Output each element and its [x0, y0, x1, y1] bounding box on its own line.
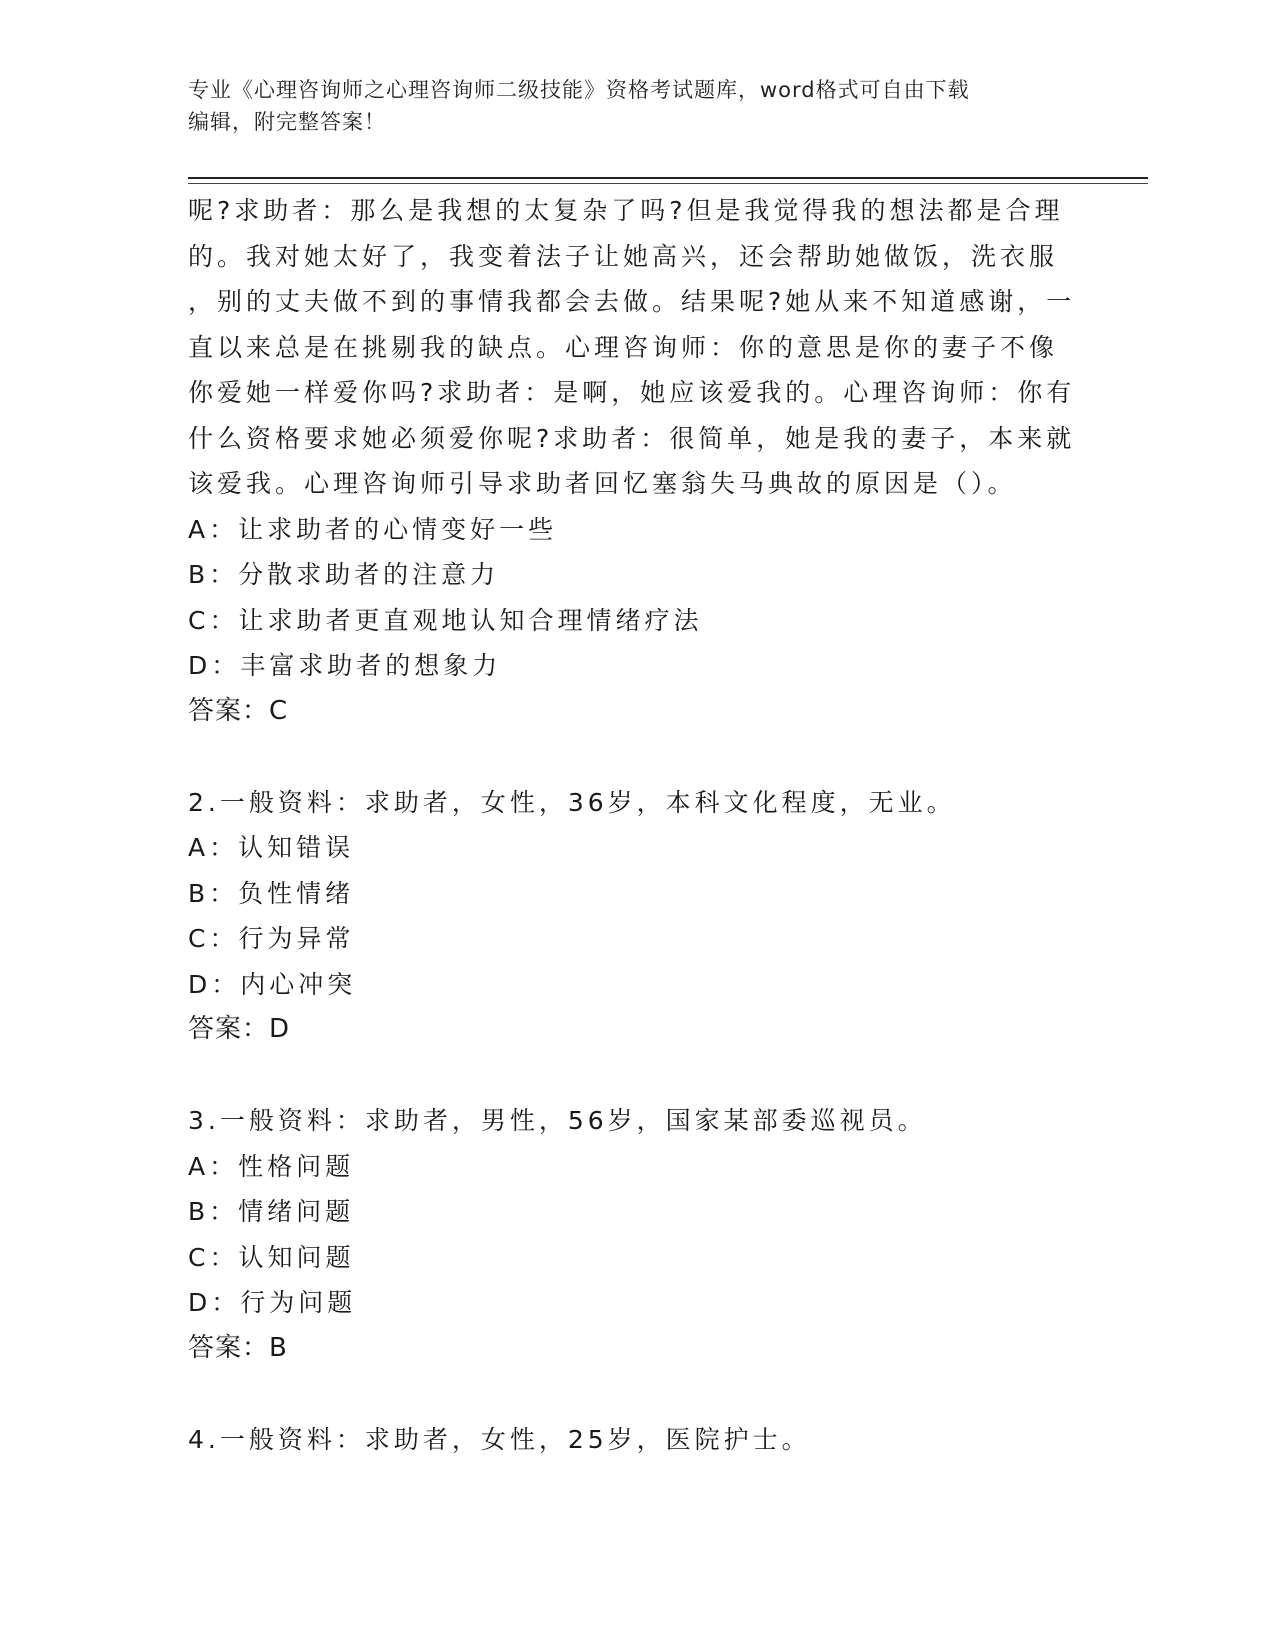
spacer — [188, 734, 1088, 780]
question-2-option-d: D：内心冲突 — [188, 969, 357, 999]
question-1-stem-line: 直以来总是在挑剔我的缺点。心理咨询师：你的意思是你的妻子不像 — [188, 332, 1059, 362]
header-title-line-1: 专业《心理咨询师之心理咨询师二级技能》资格考试题库，word格式可自由下载 — [188, 78, 970, 102]
question-3-stem: 3.一般资料：求助者，男性，56岁，国家某部委巡视员。 — [188, 1106, 927, 1135]
spacer — [188, 1371, 1088, 1417]
question-4 — [188, 1417, 1088, 1463]
question-3-answer: 答案：B — [188, 1332, 288, 1363]
spacer — [188, 1053, 1088, 1099]
question-4-stem: 4.一般资料：求助者，女性，25岁，医院护士。 — [188, 1424, 811, 1454]
question-1-option-d: D：丰富求助者的想象力 — [188, 651, 502, 680]
question-1-option-c: C：让求助者更直观地认知合理情绪疗法 — [188, 605, 703, 635]
page-header — [188, 74, 1088, 138]
question-1-stem-line: 你爱她一样爱你吗?求助者：是啊，她应该爱我的。心理咨询师：你有 — [188, 378, 1076, 407]
question-2-answer: 答案：D — [188, 1014, 291, 1044]
question-content — [188, 188, 1088, 1462]
question-1-stem-line: 该爱我。心理咨询师引导求助者回忆塞翁失马典故的原因是（）。 — [188, 469, 1017, 498]
question-3-option-d: D：行为问题 — [188, 1288, 357, 1317]
question-1-stem-line: 的。我对她太好了，我变着法子让她高兴，还会帮助她做饭，洗衣服 — [188, 241, 1059, 271]
question-1-stem-line: ，别的丈夫做不到的事情我都会去做。结果呢?她从来不知道感谢，一 — [188, 287, 1076, 316]
question-1-stem-line: 呢?求助者：那么是我想的太复杂了吗?但是我觉得我的想法都是合理 — [188, 196, 1064, 225]
question-2-stem: 2.一般资料：求助者，女性，36岁，本科文化程度，无业。 — [188, 787, 956, 817]
question-2-option-a: A：认知错误 — [188, 833, 355, 862]
question-1-option-a: A：让求助者的心情变好一些 — [188, 514, 558, 544]
question-2-option-c: C：行为异常 — [188, 924, 355, 953]
question-1 — [188, 188, 1088, 734]
question-2-option-b: B：负性情绪 — [188, 878, 355, 908]
question-1-option-b: B：分散求助者的注意力 — [188, 560, 500, 589]
question-3-option-a: A：性格问题 — [188, 1151, 355, 1181]
header-divider-thick — [188, 177, 1148, 179]
question-3-option-b: B：情绪问题 — [188, 1197, 355, 1226]
question-3-option-c: C：认知问题 — [188, 1242, 355, 1272]
question-1-stem-line: 什么资格要求她必须爱你呢?求助者：很简单，她是我的妻子，本来就 — [188, 423, 1076, 453]
question-3 — [188, 1098, 1088, 1371]
header-divider-thin — [188, 183, 1148, 184]
question-1-answer: 答案：C — [188, 695, 289, 726]
header-title-line-2: 编辑，附完整答案！ — [188, 110, 386, 134]
question-2 — [188, 780, 1088, 1053]
